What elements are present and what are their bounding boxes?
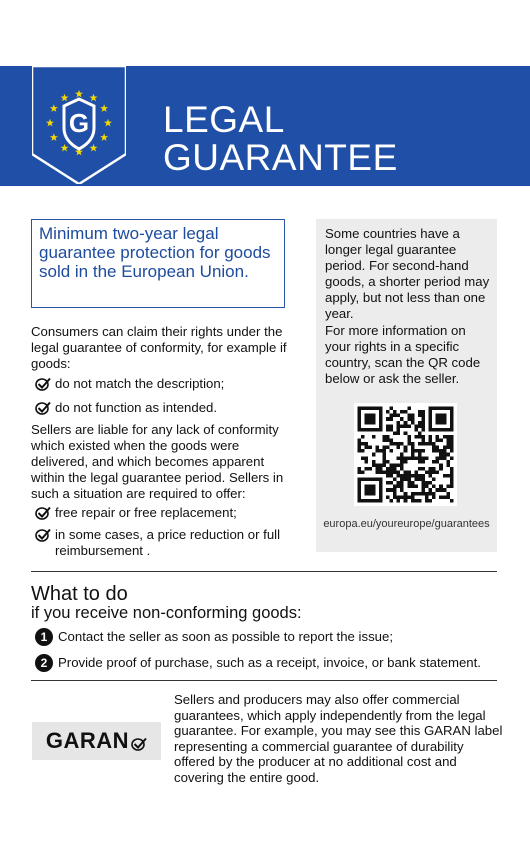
sidebar-paragraph-2: For more information on your rights in a specific country, scan the QR code below or ask the seller. — [325, 323, 481, 386]
minimum-guarantee-box: Minimum two-year legal guarantee protection for goods sold in the European Union. — [31, 219, 285, 308]
commercial-guarantee-paragraph: Sellers and producers may also offer commercial guarantees, which apply independently from the legal guarantee. For example, you may see this GARAN label representing a commercial guarantee of durability offered by the producer at no additional cost and covering the entire good. — [174, 692, 503, 785]
garan-label — [32, 722, 161, 760]
step-number-badge: 1 — [35, 628, 53, 646]
step-text: Contact the seller as soon as possible to report the issue; — [58, 629, 393, 644]
check-badge-icon — [131, 737, 147, 751]
divider — [31, 571, 497, 572]
check-badge-icon — [35, 401, 51, 415]
sidebar-paragraph-1: Some countries have a longer legal guarantee period. For second-hand goods, a shorter period may apply, but not less than one year. — [325, 226, 490, 321]
remedy-item — [35, 527, 285, 559]
condition-item — [35, 400, 217, 416]
what-to-do-heading: What to do — [31, 583, 128, 605]
remedy-text: free repair or free replacement; — [55, 505, 237, 520]
step-number-badge: 2 — [35, 654, 53, 672]
page-title — [163, 101, 398, 177]
step-item — [35, 654, 481, 672]
divider — [31, 680, 497, 681]
intro-paragraph: Consumers can claim their rights under the legal guarantee of conformity, for example if goods: — [31, 324, 287, 371]
emblem-letter: G — [68, 108, 90, 138]
remedy-text: in some cases, a price reduction or full reimbursement . — [55, 527, 281, 558]
qr-code[interactable] — [354, 403, 457, 506]
condition-item — [35, 376, 224, 392]
garan-label-text: GARAN — [45, 728, 130, 753]
step-text: Provide proof of purchase, such as a receipt, invoice, or bank statement. — [58, 655, 481, 670]
step-item — [35, 628, 393, 646]
remedy-item — [35, 505, 237, 521]
check-badge-icon — [35, 506, 51, 520]
title-line-2: GUARANTEE — [163, 137, 398, 178]
check-badge-icon — [35, 528, 51, 542]
what-to-do-subheading: if you receive non-conforming goods: — [31, 604, 302, 622]
title-line-1: LEGAL — [163, 99, 285, 140]
condition-text: do not match the description; — [55, 376, 225, 391]
eu-guarantee-shield-icon — [32, 66, 126, 184]
guarantees-url-link[interactable]: europa.eu/youreurope/guarantees — [323, 518, 490, 530]
check-badge-icon — [35, 377, 51, 391]
info-sidebar — [316, 219, 497, 552]
condition-text: do not function as intended. — [55, 400, 218, 415]
sellers-paragraph: Sellers are liable for any lack of conformity which existed when the goods were delivered, and which becomes apparent within the legal guarantee period. Sellers in such a situation are required to offer: — [31, 422, 284, 501]
